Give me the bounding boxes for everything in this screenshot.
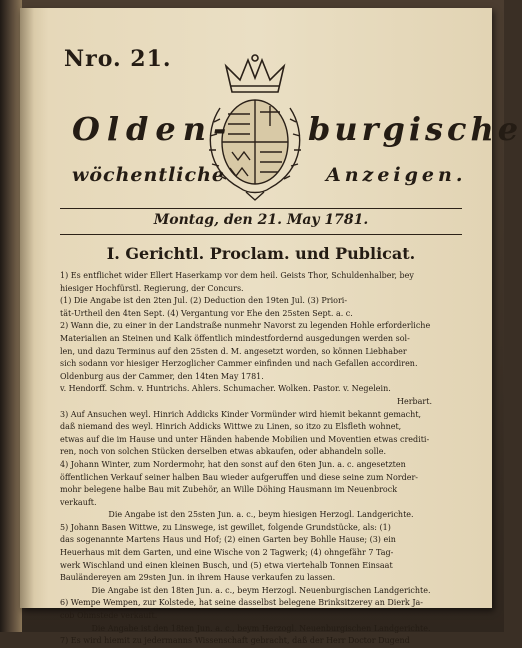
body-line: mohr belegene halbe Bau mit Zubehör, an Wille Döhing Hausmann im Neuenbrock [60,485,398,495]
deadline-line: Die Angabe ist den 25sten Jun. a. c., beym hiesigen Herzogl. Landgerichte. [108,510,414,520]
top-rule [60,208,462,209]
masthead-title-left: Olden- [72,110,234,148]
notice-body [60,270,462,648]
body-line: öffentlichen Verkauf seiner halben Bau wieder aufgeruffen und diese seine zum Norder- [60,472,418,482]
body-line: 7) Es wird hiemit zu jedermanns Wissenschaft gebracht, daß der Herr Doctor Dugend [60,636,410,646]
bottom-rule [60,234,462,235]
body-line: verkauft. [60,497,97,507]
signatures-line: v. Hendorff. Schm. v. Huntrichs. Ahlers. Schumacher. Wolken. Pastor. v. Negelein. [60,384,391,394]
masthead-subtitle-right: Anzeigen. [326,164,467,186]
gutter-shadow [20,8,34,608]
body-line: 2) Wann die, zu einer in der Landstraße nunmehr Navorst zu legenden Hohle erforderliche [60,321,431,331]
deadline-line: Die Angabe ist den 18ten Jun. a. c., beym Herzogl. Neuenburgischen Landgerichte. [91,623,431,633]
section-heading: I. Gerichtl. Proclam. und Publicat. [106,244,416,263]
body-line: Heuerhaus mit dem Garten, und eine Wische von 2 Tagwerk; (4) ohngefähr 7 Tag- [60,548,394,558]
body-line: 6) Wempe Wempen, zur Kolstede, hat seine dasselbst belegene Brinksitzerey an Dierk Ja- [60,598,423,608]
book-spine [0,0,22,632]
body-line: (1) Die Angabe ist den 2ten Jul. (2) Deduction den 19ten Jul. (3) Priori- [60,296,348,306]
body-line: 5) Johann Basen Wittwe, zu Linswege, ist gewillet, folgende Grundstücke, als: (1) [60,522,391,532]
masthead-subtitle-left: wöchentliche [72,164,225,186]
issue-number: Nro. 21. [64,46,172,72]
body-line: das sogenannte Martens Haus und Hof; (2) einen Garten bey Bohlle Hause; (3) ein [60,535,396,545]
body-line: sich sodann vor hiesiger Herzoglicher Cammer einfinden und nach Gefallen accordiren. [60,359,418,369]
deadline-line: Die Angabe ist den 18ten Jun. a. c., beym Herzogl. Neuenburgischen Landgerichte. [91,585,431,595]
body-line: 3) Auf Ansuchen weyl. Hinrich Addicks Kinder Vormünder wird hiemit bekannt gemacht, [60,409,422,419]
masthead-title-right: burgische [308,110,522,148]
body-line: len, und dazu Terminus auf den 25sten d. M. angesetzt worden, so können Liebhaber [60,346,407,356]
body-line: daß niemand des weyl. Hinrich Addicks Wittwe zu Linen, so itzo zu Elsfleth wohnet, [60,422,402,432]
signature-herbart: Herbart. [396,396,432,406]
body-line: 4) Johann Winter, zum Nordermohr, hat den sonst auf den 6ten Jun. a. c. angesetzten [60,459,406,469]
body-line: Bauländereyen am 29sten Jun. in ihrem Hause verkaufen zu lassen. [60,573,336,583]
issue-date: Montag, den 21. May 1781. [153,212,369,228]
body-line: etwas auf die im Hause und unter Händen habende Mobilien und Moventien etwas crediti- [60,434,430,444]
body-line: werk Wischland und einen kleinen Busch, und (5) etwa viertehalb Tonnen Einsaat [60,560,393,570]
body-line: hiesiger Hochfürstl. Regierung, der Concurs. [60,283,244,293]
body-line: 1) Es entflichet wider Ellert Haserkamp vor dem heil. Geists Thor, Schuldenhalber, bey [60,271,414,280]
body-line: Materialien an Steinen und Kalk öffentlich mindestfordernd ausgedungen werden sol- [60,333,410,343]
body-line: Oldenburg aus der Cammer, den 14ten May 1781. [60,371,264,381]
body-line: cob Ohmstede verkauft. [60,611,158,621]
body-line: ren, noch von solchen Stücken derselben etwas abkaufen, oder abhandeln solle. [60,447,386,457]
body-line: tät-Urtheil den 4ten Sept. (4) Vergantung vor Ehe den 25sten Sept. a. c. [60,308,353,318]
newspaper-page [20,8,522,646]
